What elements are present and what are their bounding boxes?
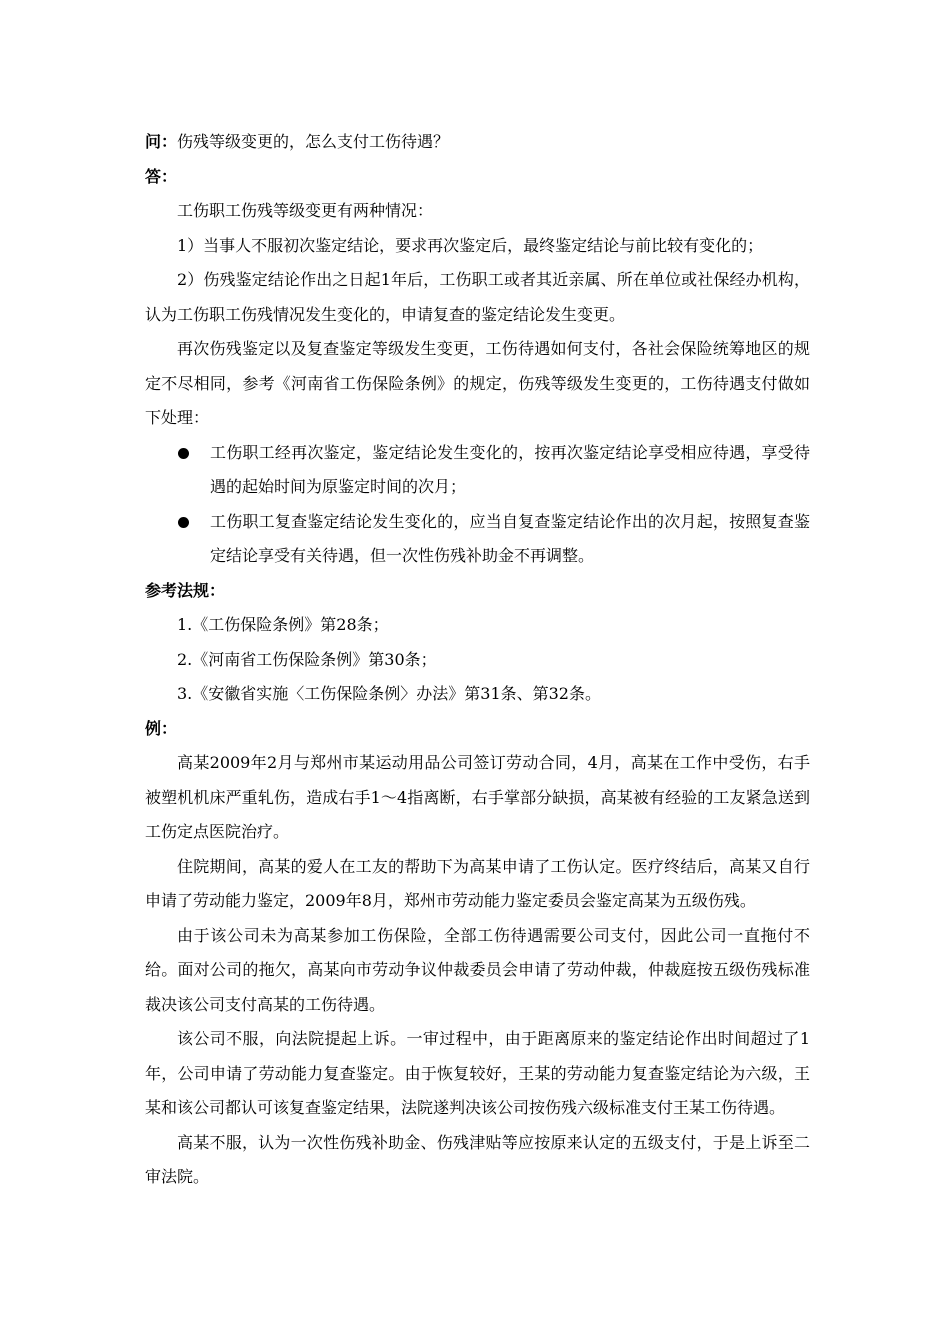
example-paragraph: 由于该公司未为高某参加工伤保险，全部工伤待遇需要公司支付，因此公司一直拖付不给。面对公司的拖欠，高某向市劳动争议仲裁委员会申请了劳动仲裁，仲裁庭按五级伤残标准裁决该公司支付高某的工伤待遇。	[145, 925, 810, 1014]
answer-label: 答：	[145, 166, 178, 186]
example-label: 例：	[145, 718, 178, 738]
reference-item: 1.《工伤保险条例》第28条；	[177, 615, 389, 634]
reference-item: 3.《安徽省实施〈工伤保险条例〉办法》第31条、第32条。	[177, 684, 601, 703]
bullet-dot-icon	[178, 436, 192, 471]
bullet-text: 工伤职工复查鉴定结论发生变化的，应当自复查鉴定结论作出的次月起，按照复查鉴定结论享受有关待遇，但一次性伤残补助金不再调整。	[210, 511, 810, 565]
answer-paragraph: 再次伤残鉴定以及复查鉴定等级发生变更，工伤待遇如何支付，各社会保险统筹地区的规定不尽相同，参考《河南省工伤保险条例》的规定，伤残等级发生变更的，工伤待遇支付做如下处理：	[145, 339, 810, 427]
document-body	[145, 125, 810, 1195]
references-label-line	[145, 574, 810, 609]
bullet-item	[145, 505, 810, 574]
answer-case-1: 1）当事人不服初次鉴定结论，要求再次鉴定后，最终鉴定结论与前比较有变化的；	[177, 235, 764, 255]
answer-intro: 工伤职工伤残等级变更有两种情况：	[177, 201, 434, 220]
question-line	[145, 125, 810, 160]
question-label: 问：	[145, 132, 178, 151]
example-paragraph: 住院期间，高某的爱人在工友的帮助下为高某申请了工伤认定。医疗终结后，高某又自行申请了劳动能力鉴定，2009年8月，郑州市劳动能力鉴定委员会鉴定高某为五级伤残。	[145, 856, 810, 910]
bullet-text: 工伤职工经再次鉴定，鉴定结论发生变化的，按再次鉴定结论享受相应待遇，享受待遇的起始时间为原鉴定时间的次月；	[210, 442, 810, 496]
example-label-line	[145, 712, 810, 747]
example-paragraph: 高某不服，认为一次性伤残补助金、伤残津贴等应按原来认定的五级支付，于是上诉至二审法院。	[145, 1132, 810, 1186]
bullet-item	[145, 436, 810, 505]
question-text: 伤残等级变更的，怎么支付工伤待遇？	[177, 132, 450, 151]
answer-case-2: 2）伤残鉴定结论作出之日起1年后，工伤职工或者其近亲属、所在单位或社保经办机构，认为工伤职工伤残情况发生变化的，申请复查的鉴定结论发生变更。	[145, 270, 810, 324]
references-label: 参考法规：	[145, 580, 226, 600]
example-paragraph: 高某2009年2月与郑州市某运动用品公司签订劳动合同，4月，高某在工作中受伤，右手被塑机机床严重轧伤，造成右手1～4指离断，右手掌部分缺损，高某被有经验的工友紧急送到工伤定点医院治疗。	[145, 753, 810, 841]
bullet-dot-icon	[178, 505, 192, 540]
example-paragraph: 该公司不服，向法院提起上诉。一审过程中，由于距离原来的鉴定结论作出时间超过了1年，公司申请了劳动能力复查鉴定。由于恢复较好，王某的劳动能力复查鉴定结论为六级，王某和该公司都认可该复查鉴定结果，法院遂判决该公司按伤残六级标准支付王某工伤待遇。	[145, 1029, 810, 1117]
reference-item: 2.《河南省工伤保险条例》第30条；	[177, 649, 437, 669]
answer-label-line	[145, 160, 810, 195]
